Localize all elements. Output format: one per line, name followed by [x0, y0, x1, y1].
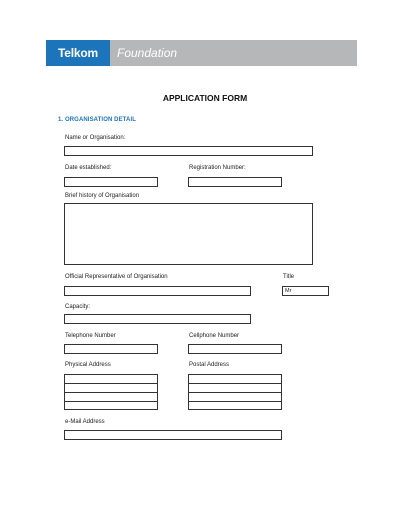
capacity-field[interactable]	[64, 314, 251, 324]
postal-address-label: Postal Address	[189, 362, 230, 368]
capacity-label: Capacity:	[65, 304, 91, 310]
registration-label: Registration Number:	[189, 165, 246, 171]
telephone-field[interactable]	[64, 344, 158, 354]
title-field[interactable]: Mr	[282, 286, 329, 296]
physical-address-field[interactable]	[64, 374, 158, 410]
email-label: e-Mail Address	[65, 419, 105, 425]
brand-logo: Telkom	[46, 40, 110, 66]
registration-field[interactable]	[188, 177, 282, 187]
section-title: 1. ORGANISATION DETAIL	[58, 117, 136, 123]
name-field[interactable]	[64, 146, 313, 156]
physical-address-label: Physical Address	[65, 362, 111, 368]
title-label: Title	[283, 274, 295, 280]
brand-subtitle: Foundation	[117, 46, 178, 60]
cellphone-label: Cellphone Number	[189, 333, 240, 339]
representative-label: Official Representative of Organisation	[65, 274, 168, 280]
email-field[interactable]	[64, 430, 282, 440]
form-title: APPLICATION FORM	[162, 93, 248, 103]
postal-address-field[interactable]	[188, 374, 282, 410]
date-label: Date established:	[65, 165, 112, 171]
history-field[interactable]	[64, 203, 313, 265]
cellphone-field[interactable]	[188, 344, 282, 354]
telephone-label: Telephone Number	[65, 333, 116, 339]
postal-address-line-4[interactable]	[188, 401, 282, 410]
history-label: Brief history of Organisation	[65, 193, 140, 199]
physical-address-line-4[interactable]	[64, 401, 158, 410]
name-label: Name or Organisation:	[65, 135, 126, 141]
representative-field[interactable]	[64, 286, 251, 296]
date-field[interactable]	[64, 177, 158, 187]
